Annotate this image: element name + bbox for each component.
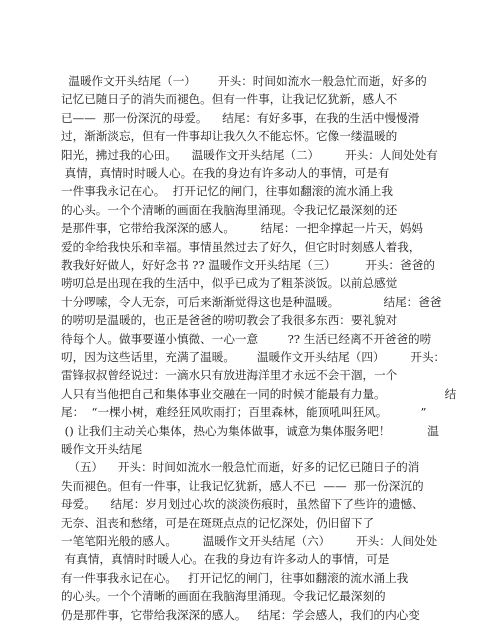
text-line: 是那件事，它带给我深深的感人。 结尾：一把伞撑起一片天，妈妈 xyxy=(61,221,424,236)
text-line: 尾： “一棵小树，难经狂风吹雨打；百里森林，能顶吼叫狂风。 ” xyxy=(61,405,427,420)
text-line: 母爱。 结尾：岁月划过心坎的淡淡伤痕时，虽然留下了些许的遗憾、 xyxy=(61,497,424,512)
text-line: 温暖作文开头结尾（一） 开头：时间如流水一般急忙而逝，好多的 xyxy=(61,74,427,88)
text-line: 待每个人。做事要谨小慎微、一心一意 ?? 生活已经离不开爸爸的唠 xyxy=(61,331,432,346)
text-line: 有一件事我永记在心。 打开记忆的闸门，往事如翻滚的流水涌上我 xyxy=(61,570,409,585)
text-line: 已—— 那一份深沉的母爱。 结尾：有好多事，在我的生活中慢慢滑 xyxy=(61,110,420,125)
text-line: （五） 开头：时间如流水一般急忙而逝，好多的记忆已随日子的消 xyxy=(61,460,420,475)
text-line: 的心头。一个个清晰的画面在我脑海里涌现。令我记忆最深刻的 xyxy=(61,589,386,604)
text-line: () 让我们主动关心集体，热心为集体做事，诚意为集体服务吧！ 温 xyxy=(61,423,439,438)
text-line: 有真情，真情时时暖人心。在我的身边有许多动人的事情，可是 xyxy=(61,552,390,567)
text-line: 雷锋叔叔曾经说过：一滴水只有放进海洋里才永远不会干涸，一个 xyxy=(61,368,398,383)
text-line: 记忆已随日子的消失而褪色。但有一件事，让我记忆犹新，感人不 xyxy=(61,92,398,107)
text-line: 一笔笔阳光般的感人。 温暖作文开头结尾（六） 开头：人间处处 xyxy=(61,534,438,548)
text-line: 爱的伞给我快乐和幸福。事情虽然过去了好久，但它时时刻感人着我， xyxy=(61,239,421,254)
text-line: 唠叨总是出现在我的生活中，似乎已成为了粗茶淡饭。以前总感觉 xyxy=(61,276,398,291)
text-line: 人只有当他把自己和集体事业交融在一同的时候才能最有力量。 结 xyxy=(61,386,457,401)
text-line: 阳光，拂过我的心田。 温暖作文开头结尾（二） 开头：人间处处有 xyxy=(61,147,438,162)
text-line: 教我好好做人，好好念书 ?? 温暖作文开头结尾（三） 开头：爸爸的 xyxy=(61,258,435,272)
text-line: 真情，真情时时暖人心。在我的身边有许多动人的事情，可是有 xyxy=(61,166,390,180)
text-line: 失而褪色。但有一件事，让我记忆犹新，感人不已 —— 那一份深沉的 xyxy=(61,478,424,493)
text-line: 的心头。一个个清晰的画面在我脑海里涌现。令我记忆最深刻的还 xyxy=(61,202,398,217)
text-line: 十分啰嗦，令人无奈，可后来渐渐觉得这也是种温暖。 结尾：爸爸 xyxy=(61,294,442,309)
text-line: 仍是那件事，它带给我深深的感人。 结尾：学会感人，我们的内心变 xyxy=(61,607,420,622)
text-line: 的唠叨是温暖的，也正是爸爸的唠叨教会了我很多东西：要礼貌对 xyxy=(61,313,398,328)
text-line: 一件事我永记在心。 打开记忆的闸门，往事如翻滚的流水涌上我 xyxy=(61,184,393,199)
text-line: 无奈、沮丧和愁绪，可是在斑斑点点的记忆深处，仍旧留下了 xyxy=(61,515,375,530)
text-line: 叨，因为这些话里，充满了温暖。 温暖作文开头结尾（四） 开头： xyxy=(61,350,446,364)
text-line: 过，渐渐淡忘，但有一件事却让我久久不能忘怀。它像一缕温暖的 xyxy=(61,129,398,144)
text-line: 暖作文开头结尾 xyxy=(61,442,143,456)
